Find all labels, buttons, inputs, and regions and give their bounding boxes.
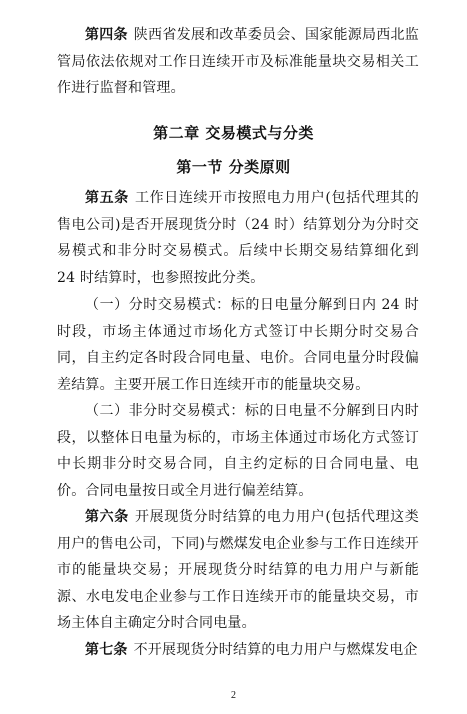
section-heading: 第一节 分类原则 (176, 158, 291, 176)
article-7-text: 不开展现货分时结算的电力用户与燃煤发电企 (133, 642, 418, 658)
article-6-label: 第六条 (85, 509, 129, 525)
article-4-text: 陕西省发展和改革委员会、国家能源局西北监管局依法依规对工作日连续开市及标准能量块交易相关工作进行监督和管理。 (57, 27, 419, 97)
page-number: 2 (231, 690, 236, 701)
article-6-text: 开展现货分时结算的电力用户(包括代理这类用户的售电公司，下同)与燃煤发电企业参与工作日连续开市的能量块交易；开展现货分时结算的电力用户与新能源、水电发电企业参与工作日连续开市的能量块交易，市场主体自主确定分时合同电量。 (57, 509, 419, 632)
article-5-text: 工作日连续开市按照电力用户(包括代理其的售电公司)是否开展现货分时（24 时）结算划分为分时交易模式和非分时交易模式。后续中长期交易结算细化到 24 时结算时，也参照按此分类。 (57, 190, 419, 286)
article-6 (57, 504, 419, 637)
article-7-label: 第七条 (85, 642, 128, 658)
item-2: （二）非分时交易模式：标的日电量不分解到日内时段，以整体日电量为标的，市场主体通过市场化方式签订中长期非分时交易合同，自主约定标的日合同电量、电价。合同电量按日或全月进行偏差结算。 (57, 403, 419, 499)
article-4-label: 第四条 (85, 27, 128, 43)
chapter-heading: 第二章 交易模式与分类 (153, 124, 314, 142)
item-1: （一）分时交易模式：标的日电量分解到日内 24 时时段，市场主体通过市场化方式签订中长期分时交易合同，自主约定各时段合同电量、电价。合同电量分时段偏差结算。主要开展工作日连续开市的能量块交易。 (57, 297, 419, 393)
article-7 (57, 637, 419, 664)
article-5-label: 第五条 (85, 190, 129, 206)
article-4 (57, 22, 419, 102)
article-5 (57, 185, 419, 291)
